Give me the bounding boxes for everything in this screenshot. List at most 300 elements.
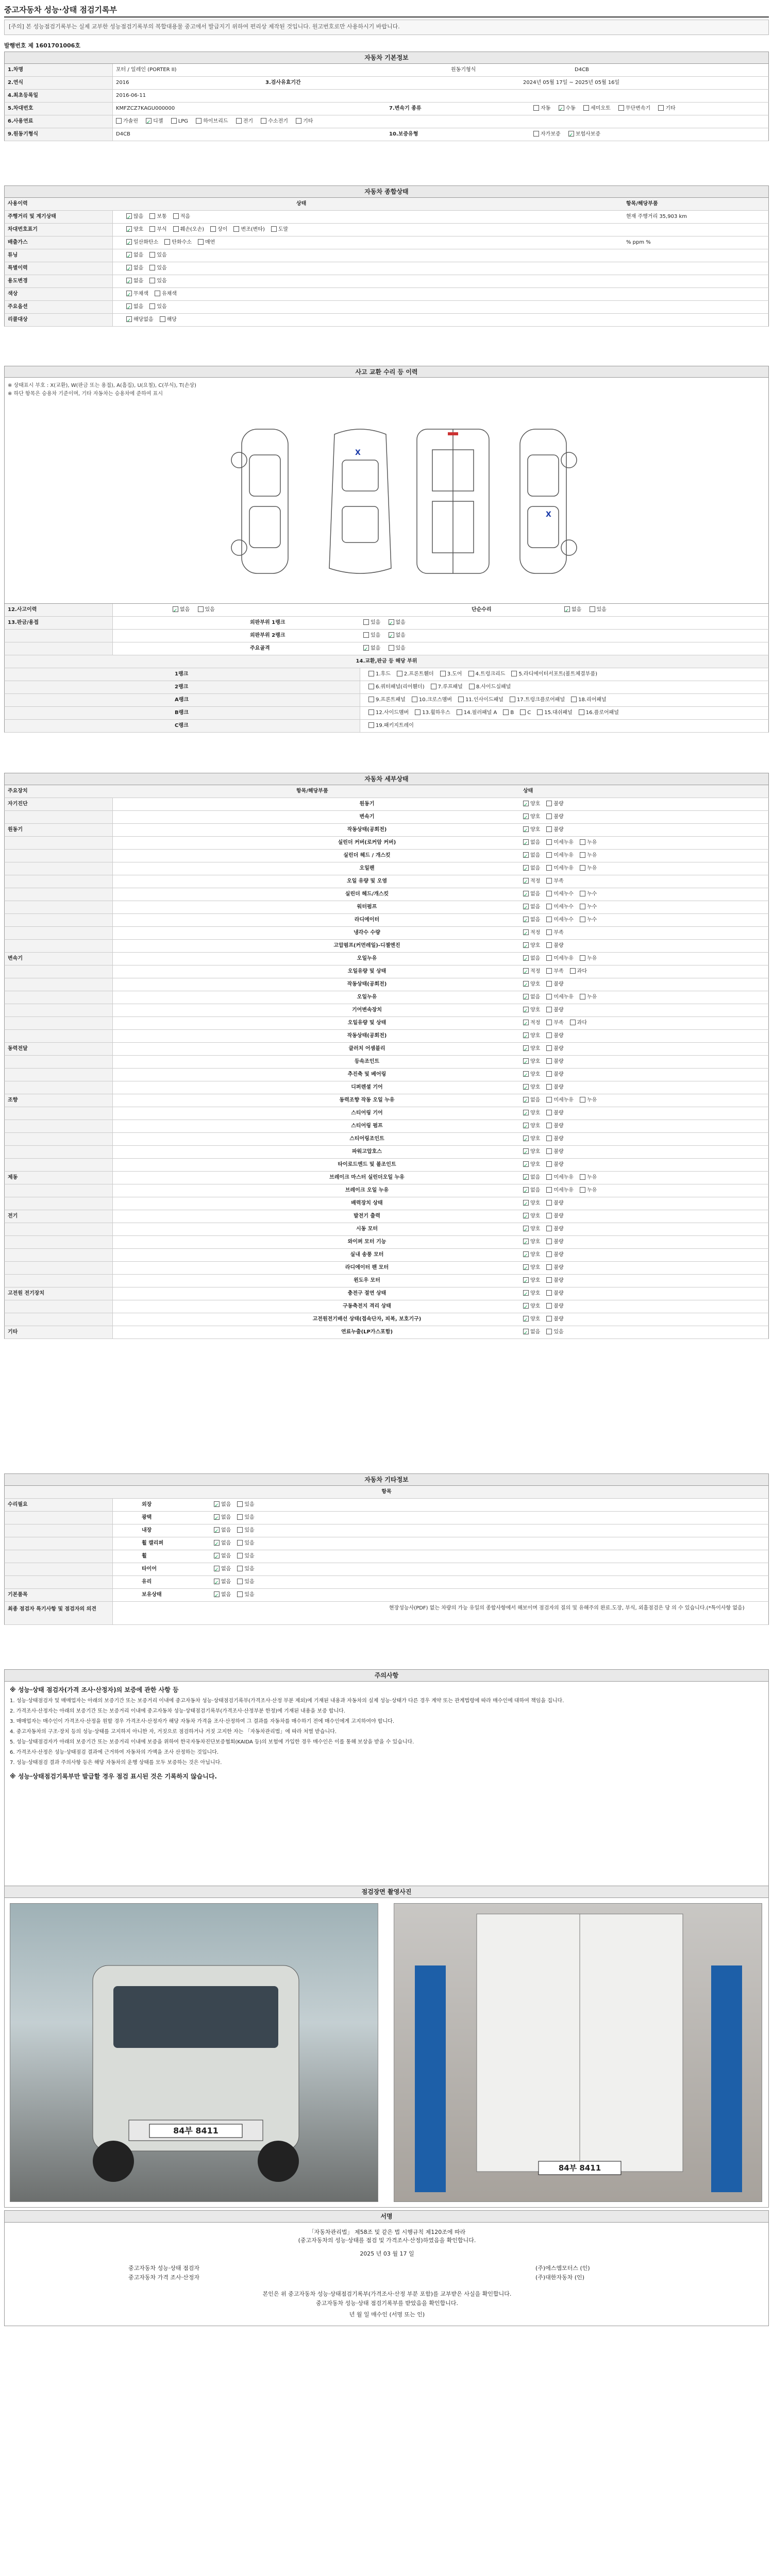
opt-label: 있음 — [371, 620, 381, 625]
checkbox-checked-icon[interactable] — [523, 1110, 529, 1115]
checkbox-icon[interactable] — [389, 645, 394, 651]
checkbox-icon[interactable] — [571, 697, 577, 702]
opt-label: 부족 — [553, 878, 564, 884]
checkbox-icon[interactable] — [546, 1277, 552, 1283]
checkbox-icon[interactable] — [546, 1290, 552, 1296]
caution-section — [4, 1669, 769, 1888]
checkbox-checked-icon[interactable] — [523, 1148, 529, 1154]
opt-label: LPG — [178, 118, 189, 124]
checkbox-icon[interactable] — [237, 1591, 243, 1597]
checkbox-icon[interactable] — [155, 291, 160, 296]
accident-rows — [4, 604, 769, 733]
checkbox-icon[interactable] — [546, 1007, 552, 1012]
checkbox-checked-icon[interactable] — [523, 1084, 529, 1090]
checkbox-icon[interactable] — [368, 697, 374, 702]
checkbox-icon[interactable] — [580, 891, 585, 896]
checkbox-icon[interactable] — [580, 904, 585, 909]
svg-text:X: X — [355, 449, 361, 457]
checkbox-icon[interactable] — [468, 671, 474, 676]
checkbox-icon[interactable] — [149, 213, 155, 219]
checkbox-icon[interactable] — [546, 1303, 552, 1309]
detail-part: 오일누유 — [357, 994, 377, 1000]
checkbox-icon[interactable] — [546, 1058, 552, 1064]
checkbox-checked-icon[interactable] — [523, 1290, 529, 1296]
detail-part: 작동상태(공회전) — [347, 827, 387, 833]
checkbox-checked-icon[interactable] — [523, 1020, 529, 1025]
opt-label: 미세누유 — [553, 1175, 574, 1180]
opt-label: 불량 — [553, 814, 564, 820]
checkbox-icon[interactable] — [546, 1174, 552, 1180]
checkbox-icon[interactable] — [510, 697, 515, 702]
checkbox-checked-icon[interactable] — [214, 1501, 220, 1507]
checkbox-icon[interactable] — [546, 814, 552, 819]
legend-line: ※ 상태표시 부호 : X(교환), W(판금 또는 용접), A(흠집), U(요철), C(부식), T(손상) — [8, 383, 196, 388]
opt-label: 세미오토 — [591, 106, 611, 111]
checkbox-icon[interactable] — [546, 1316, 552, 1321]
checkbox-checked-icon[interactable] — [523, 1200, 529, 1206]
checkbox-checked-icon[interactable] — [173, 606, 178, 612]
checkbox-checked-icon[interactable] — [523, 942, 529, 948]
detail-group — [5, 1236, 113, 1248]
checkbox-icon[interactable] — [546, 852, 552, 858]
checkbox-icon[interactable] — [546, 955, 552, 961]
caution-item: 1. 성능·상태점검자 및 매매업자는 아래의 보증기간 또는 보증거리 이내에 중고자동차 성능·상태점검기록부(가격조사·산정 부분 제외)에 기재된 내용과 자동차의 실제 성능·상태가 다른 경우 계약 또는 관계법령에 따라 매수인에 대하여 책임을 집니다. — [10, 1698, 564, 1704]
opt-label: 불량 — [553, 1007, 564, 1013]
checkbox-checked-icon[interactable] — [564, 606, 570, 612]
checkbox-checked-icon[interactable] — [523, 878, 529, 884]
checkbox-icon[interactable] — [546, 1148, 552, 1154]
checkbox-icon[interactable] — [368, 684, 374, 689]
checkbox-checked-icon[interactable] — [523, 1097, 529, 1103]
checkbox-icon[interactable] — [546, 1032, 552, 1038]
detail-group: 조향 — [5, 1094, 113, 1107]
detail-opts — [520, 1249, 570, 1261]
checkbox-checked-icon[interactable] — [523, 814, 529, 819]
checkbox-checked-icon[interactable] — [146, 118, 152, 124]
checkbox-icon[interactable] — [210, 226, 216, 232]
checkbox-icon[interactable] — [237, 1501, 243, 1507]
checkbox-checked-icon[interactable] — [523, 1045, 529, 1051]
opt-label: 있음 — [244, 1553, 255, 1559]
detail-part: 실린더 헤드/개스킷 — [345, 891, 389, 897]
checkbox-icon[interactable] — [149, 252, 155, 258]
checkbox-checked-icon[interactable] — [523, 1174, 529, 1180]
opt-label: 4.트렁크리드 — [475, 671, 506, 677]
opt-label: 누유 — [586, 1097, 597, 1103]
checkbox-icon[interactable] — [271, 226, 277, 232]
detail-opts — [520, 914, 603, 926]
checkbox-icon[interactable] — [261, 118, 266, 124]
accident-sub: 외판부위 2랭크 — [250, 633, 285, 638]
opt-label: 양호 — [530, 1136, 541, 1142]
checkbox-icon[interactable] — [469, 684, 475, 689]
checkbox-icon[interactable] — [237, 1553, 243, 1558]
checkbox-icon[interactable] — [546, 1020, 552, 1025]
opt-label: 양호 — [530, 1110, 541, 1116]
checkbox-icon[interactable] — [580, 865, 585, 871]
checkbox-checked-icon[interactable] — [126, 303, 132, 309]
checkbox-icon[interactable] — [537, 709, 543, 715]
checkbox-checked-icon[interactable] — [389, 632, 394, 638]
detail-part: 추진축 및 베어링 — [347, 1072, 386, 1077]
checkbox-checked-icon[interactable] — [126, 239, 132, 245]
checkbox-checked-icon[interactable] — [523, 826, 529, 832]
checkbox-checked-icon[interactable] — [523, 1007, 529, 1012]
checkbox-checked-icon[interactable] — [523, 865, 529, 871]
checkbox-icon[interactable] — [546, 1123, 552, 1128]
checkbox-icon[interactable] — [546, 1161, 552, 1167]
detail-group — [5, 1262, 113, 1274]
checkbox-icon[interactable] — [546, 1071, 552, 1077]
checkbox-checked-icon[interactable] — [523, 1161, 529, 1167]
other-row — [4, 1499, 769, 1512]
opt-label: 없음 — [530, 917, 541, 923]
basic-row-fuel — [4, 115, 769, 128]
opt-label: 없음 — [530, 956, 541, 961]
checkbox-icon[interactable] — [546, 942, 552, 948]
checkbox-checked-icon[interactable] — [523, 1239, 529, 1244]
opt-label: 없음 — [133, 278, 144, 284]
checkbox-checked-icon[interactable] — [559, 105, 564, 111]
checkbox-icon[interactable] — [546, 1239, 552, 1244]
checkbox-icon[interactable] — [546, 981, 552, 987]
checkbox-icon[interactable] — [503, 709, 509, 715]
basic-label2: 10.보증유형 — [389, 131, 418, 137]
checkbox-checked-icon[interactable] — [523, 1303, 529, 1309]
checkbox-icon[interactable] — [546, 994, 552, 999]
other-group — [5, 1512, 113, 1524]
checkbox-icon[interactable] — [440, 671, 446, 676]
checkbox-icon[interactable] — [511, 671, 517, 676]
transmission-options — [530, 103, 682, 115]
opt-label: 불량 — [553, 1303, 564, 1309]
checkbox-icon[interactable] — [546, 917, 552, 922]
checkbox-checked-icon[interactable] — [523, 891, 529, 896]
other-opts — [211, 1589, 261, 1601]
detail-part: 배력장치 상태 — [351, 1200, 383, 1206]
simple-repair-opts — [561, 604, 613, 616]
opt-label: 불량 — [553, 1136, 564, 1142]
checkbox-icon[interactable] — [546, 878, 552, 884]
checkbox-checked-icon[interactable] — [126, 278, 132, 283]
checkbox-checked-icon[interactable] — [523, 1226, 529, 1231]
checkbox-checked-icon[interactable] — [523, 1329, 529, 1334]
detail-group: 제동 — [5, 1172, 113, 1184]
opt-label: 없음 — [133, 304, 144, 310]
checkbox-icon[interactable] — [458, 697, 464, 702]
checkbox-checked-icon[interactable] — [523, 968, 529, 974]
detail-part: 충전구 절연 상태 — [347, 1291, 386, 1296]
checkbox-checked-icon[interactable] — [523, 929, 529, 935]
checkbox-checked-icon[interactable] — [523, 852, 529, 858]
opt-label: 불량 — [553, 1265, 564, 1270]
checkbox-icon[interactable] — [580, 955, 585, 961]
checkbox-icon[interactable] — [363, 632, 369, 638]
checkbox-icon[interactable] — [171, 118, 177, 124]
opt-label: 없음 — [371, 646, 381, 651]
caution-footer: ※ 성능·상태점검기록부만 발급할 경우 점검 표시된 것은 기록하지 않습니다. — [10, 1773, 217, 1780]
checkbox-icon[interactable] — [116, 118, 122, 124]
opt-label: 기타 — [303, 118, 313, 124]
detail-row — [4, 1223, 769, 1236]
checkbox-icon[interactable] — [546, 1045, 552, 1051]
checkbox-checked-icon[interactable] — [523, 955, 529, 961]
checkbox-checked-icon[interactable] — [523, 1316, 529, 1321]
checkbox-icon[interactable] — [415, 709, 421, 715]
accident-section — [4, 366, 769, 728]
other-group — [5, 1563, 113, 1575]
other-opts — [211, 1512, 261, 1524]
checkbox-icon[interactable] — [296, 118, 301, 124]
checkbox-icon[interactable] — [546, 1110, 552, 1115]
overall-row — [4, 211, 769, 224]
checkbox-icon[interactable] — [196, 118, 201, 124]
checkbox-icon[interactable] — [546, 1251, 552, 1257]
opt-label: 매연 — [205, 240, 215, 245]
checkbox-icon[interactable] — [546, 904, 552, 909]
checkbox-icon[interactable] — [579, 709, 584, 715]
accident-row — [4, 642, 769, 655]
legend-line: ※ 하단 항목은 승용차 기준이며, 기타 자동차는 승용차에 준하여 표시 — [8, 391, 163, 397]
checkbox-icon[interactable] — [533, 131, 539, 137]
opt-label: 없음 — [180, 607, 190, 613]
checkbox-icon[interactable] — [570, 968, 576, 974]
other-section — [4, 1473, 769, 1625]
detail-row — [4, 1313, 769, 1326]
checkbox-icon[interactable] — [173, 213, 179, 219]
detail-row — [4, 1172, 769, 1184]
other-group — [5, 1537, 113, 1550]
other-row — [4, 1512, 769, 1524]
checkbox-checked-icon[interactable] — [126, 291, 132, 296]
exchange-opts — [365, 681, 517, 693]
detail-group: 고전원 전기장치 — [5, 1287, 113, 1300]
checkbox-checked-icon[interactable] — [523, 1136, 529, 1141]
checkbox-icon[interactable] — [236, 118, 242, 124]
detail-part: 클러치 어셈블리 — [348, 1046, 385, 1052]
opt-label: 누유 — [586, 840, 597, 845]
checkbox-checked-icon[interactable] — [214, 1514, 220, 1520]
detail-group — [5, 811, 113, 823]
detail-row — [4, 1120, 769, 1133]
checkbox-icon[interactable] — [198, 239, 204, 245]
checkbox-checked-icon[interactable] — [523, 1058, 529, 1064]
detail-opts — [520, 1236, 570, 1248]
detail-part: 스티어링 펌프 — [351, 1123, 383, 1129]
checkbox-checked-icon[interactable] — [523, 801, 529, 806]
checkbox-checked-icon[interactable] — [523, 994, 529, 999]
basic-value: KMFZCZ7KAGU000000 — [116, 106, 175, 111]
checkbox-icon[interactable] — [546, 1136, 552, 1141]
opt-label: 많음 — [133, 214, 144, 219]
opt-label: 양호 — [530, 1046, 541, 1052]
checkbox-checked-icon[interactable] — [363, 645, 369, 651]
checkbox-icon[interactable] — [520, 709, 526, 715]
checkbox-icon[interactable] — [164, 239, 170, 245]
checkbox-checked-icon[interactable] — [523, 1187, 529, 1193]
checkbox-icon[interactable] — [580, 1174, 585, 1180]
checkbox-icon[interactable] — [149, 265, 155, 270]
other-part: 내장 — [142, 1528, 152, 1533]
checkbox-icon[interactable] — [237, 1540, 243, 1546]
checkbox-icon[interactable] — [533, 105, 539, 111]
checkbox-icon[interactable] — [397, 671, 402, 676]
detail-part: 브레이크 마스터 실린더오일 누유 — [329, 1175, 405, 1180]
checkbox-icon[interactable] — [546, 929, 552, 935]
checkbox-icon[interactable] — [658, 105, 664, 111]
checkbox-checked-icon[interactable] — [523, 904, 529, 909]
opt-label: 있음 — [157, 252, 167, 258]
overall-label: 색상 — [5, 288, 113, 300]
checkbox-icon[interactable] — [590, 606, 595, 612]
checkbox-checked-icon[interactable] — [214, 1566, 220, 1571]
checkbox-icon[interactable] — [546, 1329, 552, 1334]
checkbox-icon[interactable] — [580, 917, 585, 922]
accident-row — [4, 604, 769, 617]
detail-opts — [520, 1275, 570, 1287]
checkbox-icon[interactable] — [412, 697, 417, 702]
detail-opts — [520, 1326, 570, 1338]
other-group — [5, 1550, 113, 1563]
detail-part: 라디에이터 — [354, 917, 380, 923]
exchange-row — [4, 720, 769, 733]
opt-label: 17.트렁크플로어패널 — [516, 697, 565, 703]
exchange-opts — [365, 720, 420, 732]
detail-opts — [520, 1030, 570, 1042]
checkbox-icon[interactable] — [237, 1566, 243, 1571]
checkbox-checked-icon[interactable] — [214, 1591, 220, 1597]
checkbox-icon[interactable] — [546, 1187, 552, 1193]
detail-row — [4, 991, 769, 1004]
checkbox-icon[interactable] — [546, 865, 552, 871]
checkbox-checked-icon[interactable] — [523, 981, 529, 987]
checkbox-icon[interactable] — [431, 684, 436, 689]
checkbox-icon[interactable] — [160, 316, 165, 322]
detail-part: 냉각수 수량 — [354, 930, 380, 936]
opt-label: 기타 — [665, 106, 676, 111]
overall-extra — [623, 288, 626, 300]
opt-label: 미세누유 — [553, 866, 574, 871]
checkbox-icon[interactable] — [546, 826, 552, 832]
checkbox-icon[interactable] — [368, 722, 374, 728]
checkbox-checked-icon[interactable] — [214, 1527, 220, 1533]
checkbox-icon[interactable] — [457, 709, 462, 715]
checkbox-icon[interactable] — [546, 1200, 552, 1206]
detail-title: 자동차 세부상태 — [4, 773, 769, 785]
checkbox-checked-icon[interactable] — [523, 839, 529, 845]
detail-opts — [520, 1146, 570, 1158]
checkbox-icon[interactable] — [546, 1226, 552, 1231]
checkbox-checked-icon[interactable] — [523, 1123, 529, 1128]
checkbox-icon[interactable] — [363, 619, 369, 625]
checkbox-icon[interactable] — [570, 1020, 576, 1025]
checkbox-checked-icon[interactable] — [523, 1032, 529, 1038]
checkbox-checked-icon[interactable] — [523, 1264, 529, 1270]
checkbox-icon[interactable] — [546, 968, 552, 974]
detail-opts — [520, 1043, 570, 1055]
checkbox-icon[interactable] — [580, 1187, 585, 1193]
opt-label: 불량 — [553, 1084, 564, 1090]
checkbox-icon[interactable] — [546, 1264, 552, 1270]
opt-label: 자가보증 — [541, 131, 561, 137]
checkbox-icon[interactable] — [198, 606, 204, 612]
opt-label: 양호 — [530, 801, 541, 807]
checkbox-icon[interactable] — [580, 839, 585, 845]
checkbox-checked-icon[interactable] — [523, 1071, 529, 1077]
checkbox-icon[interactable] — [546, 801, 552, 806]
checkbox-checked-icon[interactable] — [214, 1579, 220, 1584]
opt-label: 양호 — [530, 1162, 541, 1167]
accident-opts — [360, 617, 412, 629]
detail-group — [5, 1056, 113, 1068]
checkbox-icon[interactable] — [546, 1213, 552, 1218]
checkbox-checked-icon[interactable] — [523, 1277, 529, 1283]
opt-label: 누유 — [586, 994, 597, 1000]
checkbox-checked-icon[interactable] — [126, 226, 132, 232]
checkbox-icon[interactable] — [149, 303, 155, 309]
checkbox-checked-icon[interactable] — [523, 1251, 529, 1257]
checkbox-icon[interactable] — [580, 994, 585, 999]
checkbox-checked-icon[interactable] — [214, 1553, 220, 1558]
checkbox-checked-icon[interactable] — [214, 1540, 220, 1546]
opt-label: 없음 — [530, 891, 541, 897]
opt-label: 미세누수 — [553, 917, 574, 923]
checkbox-checked-icon[interactable] — [126, 265, 132, 270]
checkbox-icon[interactable] — [546, 1084, 552, 1090]
opt-label: 있음 — [244, 1592, 255, 1598]
checkbox-icon[interactable] — [237, 1514, 243, 1520]
checkbox-checked-icon[interactable] — [126, 316, 132, 322]
checkbox-icon[interactable] — [237, 1579, 243, 1584]
checkbox-icon[interactable] — [546, 891, 552, 896]
overall-row — [4, 262, 769, 275]
opt-label: 없음 — [530, 1097, 541, 1103]
checkbox-icon[interactable] — [580, 852, 585, 858]
checkbox-checked-icon[interactable] — [568, 131, 574, 137]
checkbox-icon[interactable] — [237, 1527, 243, 1533]
checkbox-icon[interactable] — [546, 1097, 552, 1103]
checkbox-icon[interactable] — [583, 105, 589, 111]
checkbox-checked-icon[interactable] — [523, 1213, 529, 1218]
checkbox-icon[interactable] — [149, 278, 155, 283]
checkbox-icon[interactable] — [580, 1097, 585, 1103]
checkbox-checked-icon[interactable] — [389, 619, 394, 625]
basic-row-engine — [4, 128, 769, 141]
detail-group — [5, 1107, 113, 1120]
opt-label: 없음 — [395, 620, 406, 625]
opt-label: 3.도어 — [447, 671, 462, 677]
checkbox-checked-icon[interactable] — [126, 252, 132, 258]
checkbox-icon[interactable] — [546, 839, 552, 845]
checkbox-checked-icon[interactable] — [523, 917, 529, 922]
checkbox-icon[interactable] — [368, 709, 374, 715]
other-opts — [211, 1499, 261, 1511]
checkbox-icon[interactable] — [149, 226, 155, 232]
dealer-text: 중고자동차 성능·상태 점검기록부를 받았음을 확인합니다. — [315, 2300, 458, 2307]
opt-label: 누수 — [586, 917, 597, 923]
detail-part: 오일팬 — [359, 866, 375, 871]
checkbox-icon[interactable] — [368, 671, 374, 676]
checkbox-icon[interactable] — [618, 105, 624, 111]
checkbox-icon[interactable] — [233, 226, 239, 232]
overall-extra — [623, 249, 626, 262]
overall-opts — [123, 211, 196, 223]
checkbox-icon[interactable] — [173, 226, 179, 232]
overall-label: 특별이력 — [5, 262, 113, 275]
opt-label: 있음 — [395, 646, 406, 651]
checkbox-checked-icon[interactable] — [126, 213, 132, 219]
detail-group — [5, 1249, 113, 1261]
